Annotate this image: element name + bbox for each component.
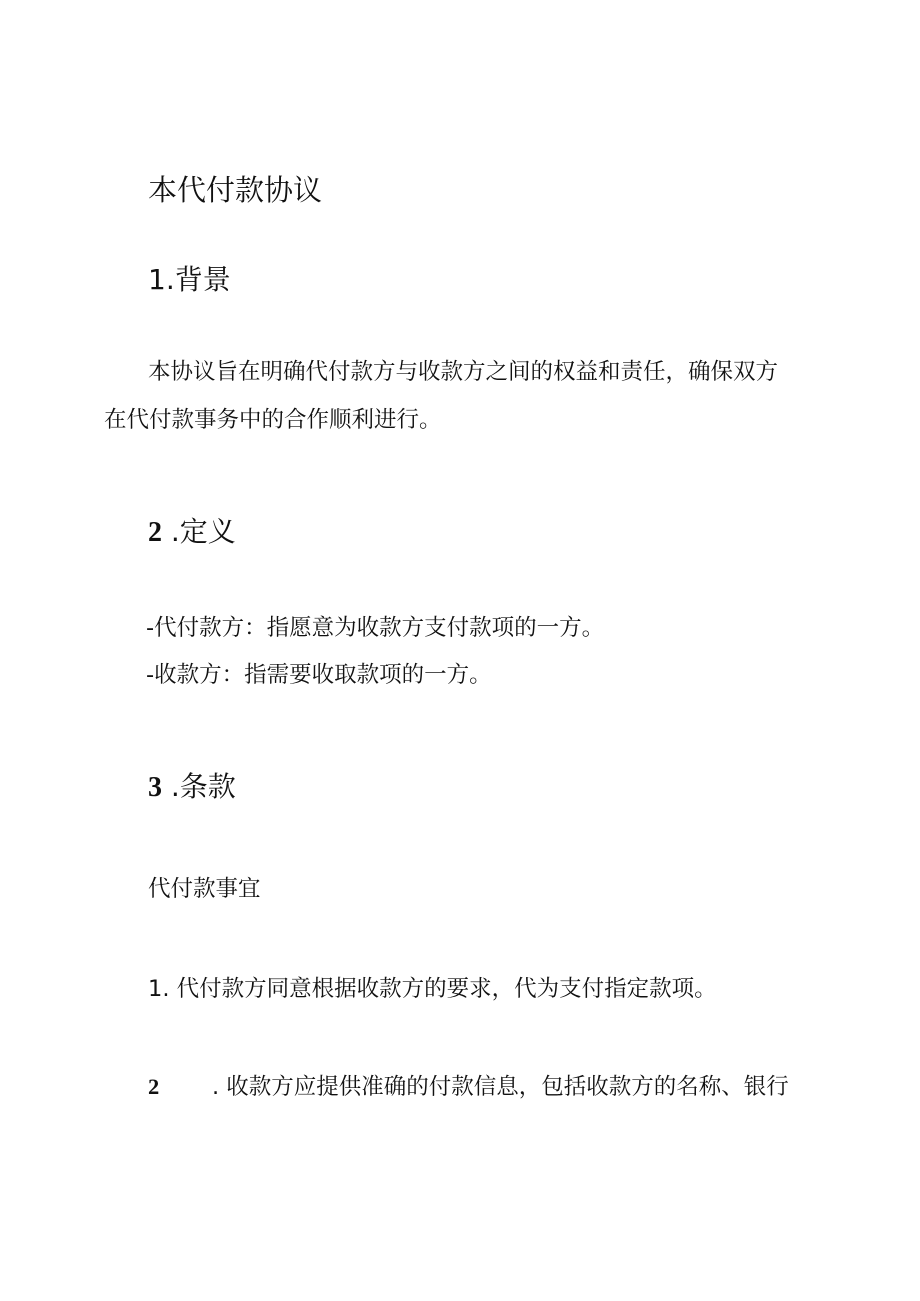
section-3-subheading: 代付款事宜 (148, 876, 261, 902)
clause-item-1: 1. 代付款方同意根据收款方的要求，代为支付指定款项。 (148, 976, 717, 1002)
section-3-heading (148, 770, 236, 803)
section-2-number: 2 (148, 517, 162, 548)
document-title: 本代付款协议 (148, 173, 323, 207)
section-1-paragraph-line-1: 本协议旨在明确代付款方与收款方之间的权益和责任，确保双方 (148, 359, 779, 385)
section-2-heading (148, 515, 236, 548)
definition-payee: -收款方：指需要收取款项的一方。 (146, 662, 492, 688)
section-1-paragraph-line-2: 在代付款事务中的合作顺利进行。 (104, 407, 442, 433)
section-1-heading: 1.背景 (148, 263, 231, 296)
section-2-title: .定义 (162, 515, 236, 548)
section-3-title: .条款 (162, 770, 236, 803)
clause-item-2-text: . 收款方应提供准确的付款信息，包括收款方的名称、银行 (212, 1074, 789, 1100)
section-3-number: 3 (148, 772, 162, 803)
definition-payer: -代付款方：指愿意为收款方支付款项的一方。 (146, 615, 605, 641)
clause-item-2-number: 2 (148, 1074, 160, 1099)
